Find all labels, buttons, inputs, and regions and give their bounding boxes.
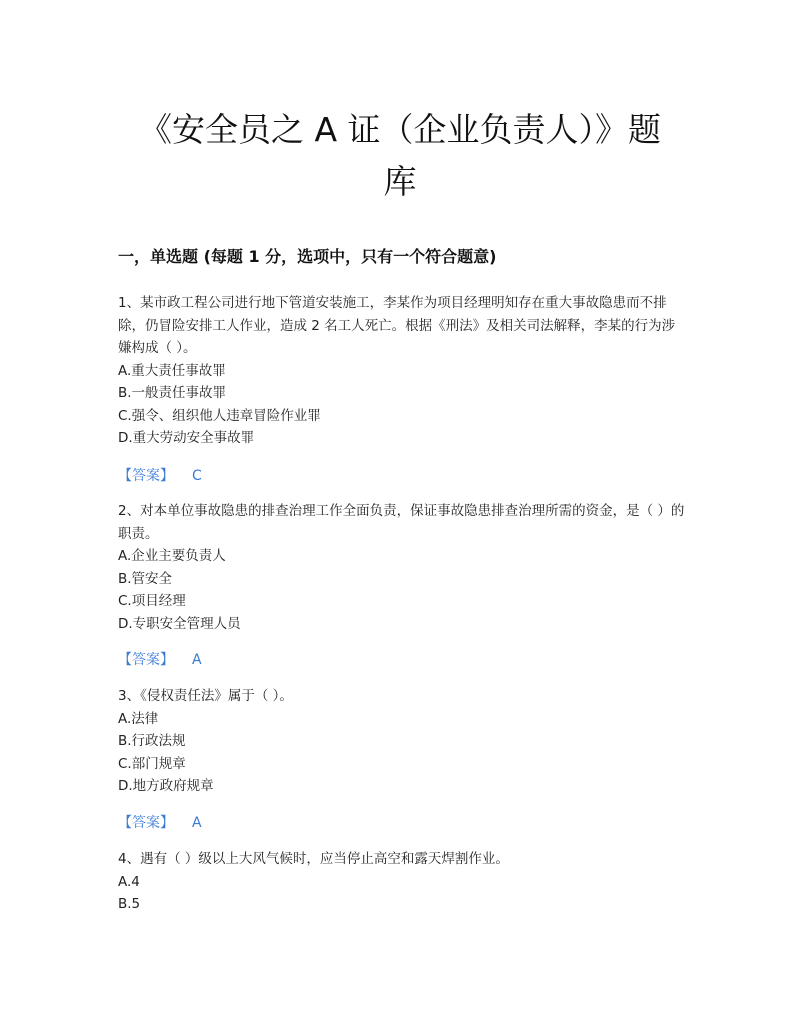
question-1-stem: 1、某市政工程公司进行地下管道安装施工，李某作为项目经理明知存在重大事故隐患而不排除，仍冒险安排工人作业，造成 2 名工人死亡。根据《刑法》及相关司法解释，李某的行为涉嫌构成（ ）。 xyxy=(118,295,676,356)
question-4-option-a: A.4 xyxy=(118,873,140,890)
document-title-line-2: 库 xyxy=(383,162,417,201)
answer-label: 【答案】 xyxy=(118,468,174,484)
question-2-option-d: D.专职安全管理人员 xyxy=(118,615,241,632)
question-4-stem: 4、遇有（ ）级以上大风气候时，应当停止高空和露天焊割作业。 xyxy=(118,851,509,867)
answer-value: A xyxy=(192,815,202,831)
question-3-option-a: A.法律 xyxy=(118,710,159,727)
question-3-option-b: B.行政法规 xyxy=(118,733,186,749)
question-4 xyxy=(118,848,688,916)
question-3-option-d: D.地方政府规章 xyxy=(118,778,214,794)
question-2-option-b: B.管安全 xyxy=(118,570,173,587)
question-2-stem: 2、对本单位事故隐患的排查治理工作全面负责，保证事故隐患排查治理所需的资金，是（ ）的职责。 xyxy=(118,503,685,542)
question-1-option-b: B.一般责任事故罪 xyxy=(118,385,227,401)
section-heading: 一，单选题 (每题 1 分，选项中，只有一个符合题意) xyxy=(118,247,497,266)
question-1-answer xyxy=(118,466,202,486)
answer-label: 【答案】 xyxy=(118,652,174,668)
question-1-option-c: C.强令、组织他人违章冒险作业罪 xyxy=(118,407,321,424)
question-3-answer xyxy=(118,813,202,833)
answer-value: C xyxy=(192,468,202,484)
question-2-option-a: A.企业主要负责人 xyxy=(118,548,226,564)
answer-label: 【答案】 xyxy=(118,815,174,831)
question-3 xyxy=(118,685,688,798)
question-1-option-d: D.重大劳动安全事故罪 xyxy=(118,430,255,446)
question-2-answer xyxy=(118,650,202,670)
question-3-option-c: C.部门规章 xyxy=(118,755,186,772)
answer-value: A xyxy=(192,652,202,668)
question-2 xyxy=(118,500,688,635)
question-3-stem: 3、《侵权责任法》属于（ ）。 xyxy=(118,688,293,704)
question-1-option-a: A.重大责任事故罪 xyxy=(118,362,226,379)
question-2-option-c: C.项目经理 xyxy=(118,593,186,609)
document-title xyxy=(100,104,700,208)
question-1 xyxy=(118,292,688,450)
question-4-option-b: B.5 xyxy=(118,896,141,912)
document-title-line-1: 《安全员之 A 证（企业负责人）》题 xyxy=(138,110,662,149)
